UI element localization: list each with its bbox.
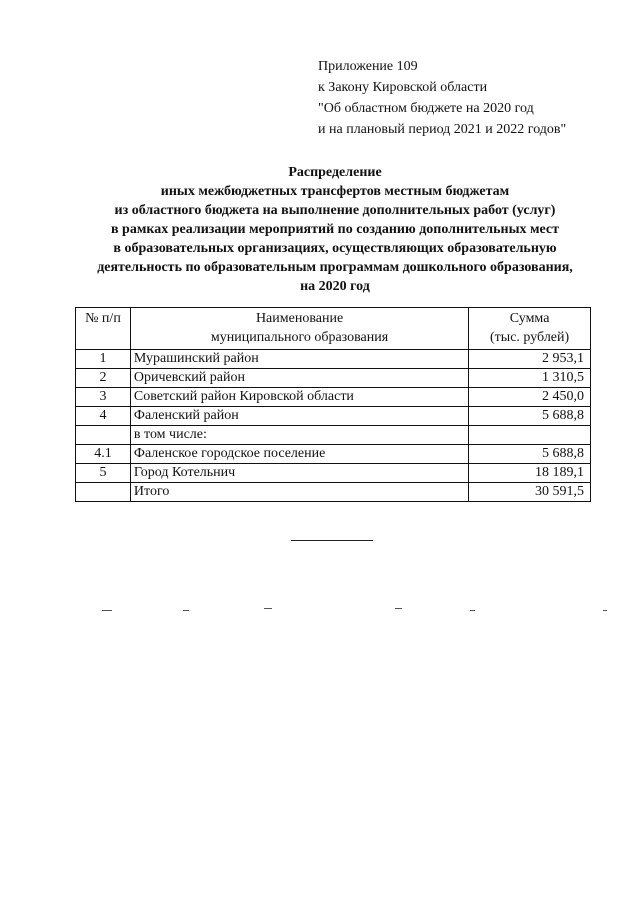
row-name: Итого	[130, 483, 468, 502]
title-line: на 2020 год	[300, 279, 370, 294]
header-name-line2: муниципального образования	[210, 330, 389, 345]
scan-speck	[102, 610, 112, 611]
table-row	[76, 464, 591, 483]
row-num	[76, 483, 131, 502]
appendix-line: Приложение 109	[318, 59, 418, 74]
header-sum	[469, 308, 591, 350]
table-row	[76, 445, 591, 464]
row-sum: 1 310,5	[469, 369, 591, 388]
appendix-line: "Об областном бюджете на 2020 год	[318, 101, 534, 116]
table-row	[76, 426, 591, 445]
scan-speck	[470, 610, 475, 611]
row-num: 2	[76, 369, 131, 388]
row-num: 4.1	[76, 445, 131, 464]
header-name-line1: Наименование	[255, 311, 344, 326]
scan-speck	[395, 608, 402, 609]
row-sum: 2 450,0	[469, 388, 591, 407]
title-line: иных межбюджетных трансфертов местным бюджетам	[160, 184, 510, 199]
scan-speck	[183, 610, 189, 611]
row-sum: 5 688,8	[469, 445, 591, 464]
header-sum-line2: (тыс. рублей)	[490, 330, 570, 345]
header-name	[130, 308, 468, 350]
row-name: Город Котельнич	[130, 464, 468, 483]
row-num: 1	[76, 350, 131, 369]
table-row	[76, 407, 591, 426]
row-name: Мурашинский район	[130, 350, 468, 369]
row-name: Фаленское городское поселение	[130, 445, 468, 464]
appendix-note	[318, 56, 618, 140]
row-num	[76, 426, 131, 445]
appendix-line: к Закону Кировской области	[318, 80, 488, 95]
table-row	[76, 350, 591, 369]
row-sum: 30 591,5	[469, 483, 591, 502]
row-num: 3	[76, 388, 131, 407]
row-sum: 2 953,1	[469, 350, 591, 369]
table-header-row	[76, 308, 591, 350]
row-sum	[469, 426, 591, 445]
scan-speck	[264, 608, 272, 609]
scan-speck	[603, 610, 607, 611]
row-sum: 5 688,8	[469, 407, 591, 426]
row-name: Фаленский район	[130, 407, 468, 426]
header-sum-line1: Сумма	[509, 311, 550, 326]
title-line: в рамках реализации мероприятий по созданию дополнительных мест	[110, 222, 560, 237]
budget-table	[75, 307, 591, 502]
row-num: 4	[76, 407, 131, 426]
row-name: Советский район Кировской области	[130, 388, 468, 407]
title-line: из областного бюджета на выполнение дополнительных работ (услуг)	[114, 203, 556, 218]
row-name: Оричевский район	[130, 369, 468, 388]
table-row	[76, 369, 591, 388]
title-line: Распределение	[288, 165, 382, 180]
row-name: в том числе:	[130, 426, 468, 445]
title-line: деятельность по образовательным программам дошкольного образования,	[97, 260, 573, 275]
appendix-line: и на плановый период 2021 и 2022 годов"	[318, 122, 567, 137]
table-row-total	[76, 483, 591, 502]
document-title	[40, 163, 630, 296]
header-num: № п/п	[76, 308, 131, 350]
table-row	[76, 388, 591, 407]
title-line: в образовательных организациях, осуществляющих образовательную	[113, 241, 557, 256]
row-sum: 18 189,1	[469, 464, 591, 483]
row-num: 5	[76, 464, 131, 483]
closing-divider	[291, 540, 373, 541]
